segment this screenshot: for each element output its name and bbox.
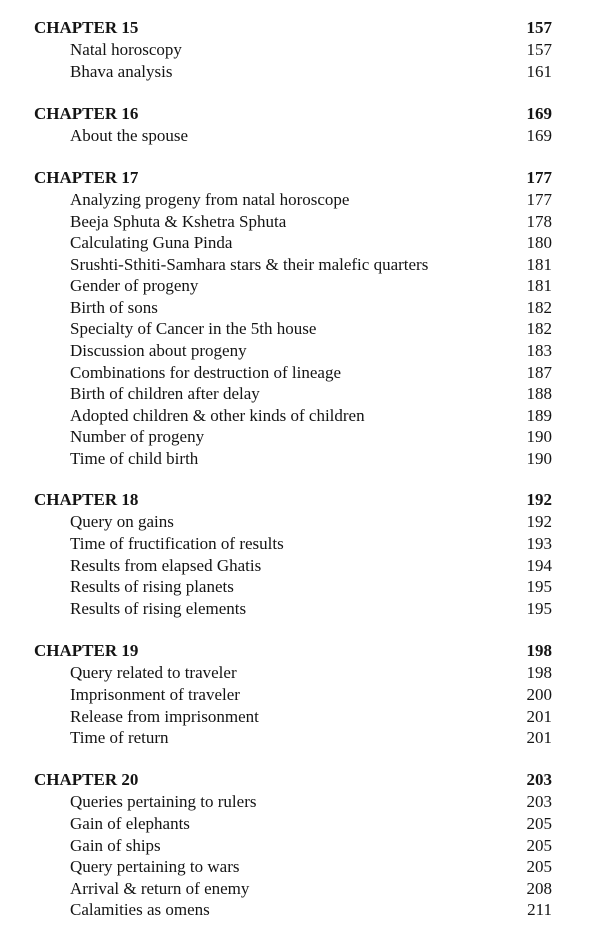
toc-entry[interactable]	[0, 275, 600, 297]
entry-title: Srushti-Sthiti-Samhara stars & their malefic quarters	[70, 254, 429, 274]
chapter-title: CHAPTER 16	[34, 104, 139, 123]
chapter-heading[interactable]	[0, 640, 600, 662]
entry-title: Query related to traveler	[70, 663, 237, 682]
toc-entry[interactable]	[0, 254, 600, 276]
entry-title: Gender of progeny	[70, 276, 199, 295]
entry-title: Specialty of Cancer in the 5th house	[70, 319, 317, 338]
toc-entry[interactable]	[0, 598, 600, 620]
chapter-title: CHAPTER 17	[34, 168, 139, 187]
entry-page-number: 181	[526, 254, 552, 274]
entry-page-number: 190	[526, 427, 552, 446]
chapter-title: CHAPTER 18	[34, 490, 139, 509]
entry-page-number: 201	[526, 706, 552, 726]
entry-page-number: 200	[526, 685, 552, 704]
entry-page-number: 181	[526, 276, 552, 295]
toc-entry[interactable]	[0, 684, 600, 706]
chapter-heading[interactable]	[0, 103, 600, 125]
toc-entry[interactable]	[0, 727, 600, 749]
toc-entry[interactable]	[0, 813, 600, 835]
chapter-title: CHAPTER 15	[34, 18, 139, 37]
toc-entry[interactable]	[0, 318, 600, 340]
entry-title: Calamities as omens	[70, 900, 210, 919]
entry-title: Gain of elephants	[70, 814, 190, 833]
entry-page-number: 169	[526, 126, 552, 145]
entry-title: Adopted children & other kinds of children	[70, 405, 365, 425]
entry-title: Query pertaining to wars	[70, 857, 240, 876]
entry-title: Imprisonment of traveler	[70, 685, 240, 704]
toc-entry[interactable]	[0, 340, 600, 362]
entry-page-number: 189	[526, 405, 552, 425]
chapter-page-number: 157	[526, 18, 552, 37]
chapter-page-number: 198	[526, 641, 552, 660]
chapter-heading[interactable]	[0, 769, 600, 791]
entry-page-number: 205	[526, 835, 552, 855]
entry-page-number: 198	[526, 663, 552, 682]
chapter-title: CHAPTER 19	[34, 641, 139, 660]
chapter-heading[interactable]	[0, 489, 600, 511]
chapter-page-number: 169	[526, 104, 552, 123]
toc-entry[interactable]	[0, 706, 600, 728]
entry-page-number: 195	[526, 577, 552, 596]
toc-entry[interactable]	[0, 856, 600, 878]
toc-entry[interactable]	[0, 61, 600, 83]
toc-entry[interactable]	[0, 576, 600, 598]
entry-title: Calculating Guna Pinda	[70, 233, 233, 252]
entry-page-number: 201	[526, 728, 552, 747]
entry-title: Gain of ships	[70, 835, 161, 855]
toc-entry[interactable]	[0, 533, 600, 555]
entry-title: Arrival & return of enemy	[70, 878, 250, 898]
entry-page-number: 187	[526, 362, 552, 382]
chapter-heading[interactable]	[0, 17, 600, 39]
toc-entry[interactable]	[0, 125, 600, 147]
entry-title: Combinations for destruction of lineage	[70, 362, 341, 382]
entry-title: Results from elapsed Ghatis	[70, 555, 262, 575]
chapter-heading[interactable]	[0, 167, 600, 189]
entry-page-number: 193	[526, 534, 552, 553]
entry-title: Birth of children after delay	[70, 384, 260, 403]
entry-page-number: 182	[526, 297, 552, 317]
entry-page-number: 208	[526, 878, 552, 898]
entry-title: Results of rising elements	[70, 598, 247, 618]
toc-entry[interactable]	[0, 405, 600, 427]
entry-page-number: 188	[526, 384, 552, 403]
toc-entry[interactable]	[0, 835, 600, 857]
entry-page-number: 192	[526, 512, 552, 531]
toc-entry[interactable]	[0, 383, 600, 405]
toc-entry[interactable]	[0, 211, 600, 233]
entry-page-number: 190	[526, 448, 552, 468]
toc-entry[interactable]	[0, 878, 600, 900]
toc-entry[interactable]	[0, 426, 600, 448]
entry-page-number: 157	[526, 40, 552, 59]
entry-title: Natal horoscopy	[70, 40, 182, 59]
entry-title: Analyzing progeny from natal horoscope	[70, 190, 350, 209]
entry-title: Queries pertaining to rulers	[70, 792, 257, 811]
entry-title: Time of return	[70, 728, 169, 747]
entry-page-number: 205	[526, 857, 552, 876]
chapter-page-number: 192	[526, 490, 552, 509]
entry-page-number: 194	[526, 555, 552, 575]
toc-entry[interactable]	[0, 362, 600, 384]
toc-entry[interactable]	[0, 297, 600, 319]
entry-page-number: 177	[526, 190, 552, 209]
chapter-title: CHAPTER 20	[34, 770, 139, 789]
entry-page-number: 161	[526, 62, 552, 81]
toc-entry[interactable]	[0, 189, 600, 211]
entry-title: Number of progeny	[70, 427, 205, 446]
entry-title: About the spouse	[70, 126, 189, 145]
entry-title: Results of rising planets	[70, 577, 234, 596]
entry-page-number: 180	[526, 233, 552, 252]
entry-page-number: 195	[526, 598, 552, 618]
chapter-page-number: 203	[526, 770, 552, 789]
toc-entry[interactable]	[0, 662, 600, 684]
toc-entry[interactable]	[0, 899, 600, 921]
toc-entry[interactable]	[0, 39, 600, 61]
entry-page-number: 203	[526, 792, 552, 811]
entry-title: Time of fructification of results	[70, 534, 284, 553]
entry-page-number: 178	[526, 211, 552, 231]
entry-page-number: 205	[526, 814, 552, 833]
entry-title: Release from imprisonment	[70, 706, 259, 726]
entry-title: Discussion about progeny	[70, 341, 247, 360]
entry-title: Time of child birth	[70, 448, 199, 468]
entry-page-number: 182	[526, 319, 552, 338]
entry-title: Birth of sons	[70, 297, 158, 317]
toc-entry[interactable]	[0, 555, 600, 577]
toc-entry[interactable]	[0, 791, 600, 813]
entry-title: Query on gains	[70, 512, 174, 531]
entry-title: Beeja Sphuta & Kshetra Sphuta	[70, 211, 287, 231]
toc-entry[interactable]	[0, 232, 600, 254]
toc-entry[interactable]	[0, 511, 600, 533]
entry-page-number: 183	[526, 341, 552, 360]
chapter-page-number: 177	[526, 168, 552, 187]
toc-entry[interactable]	[0, 448, 600, 470]
entry-title: Bhava analysis	[70, 62, 173, 81]
entry-page-number: 211	[527, 900, 552, 919]
